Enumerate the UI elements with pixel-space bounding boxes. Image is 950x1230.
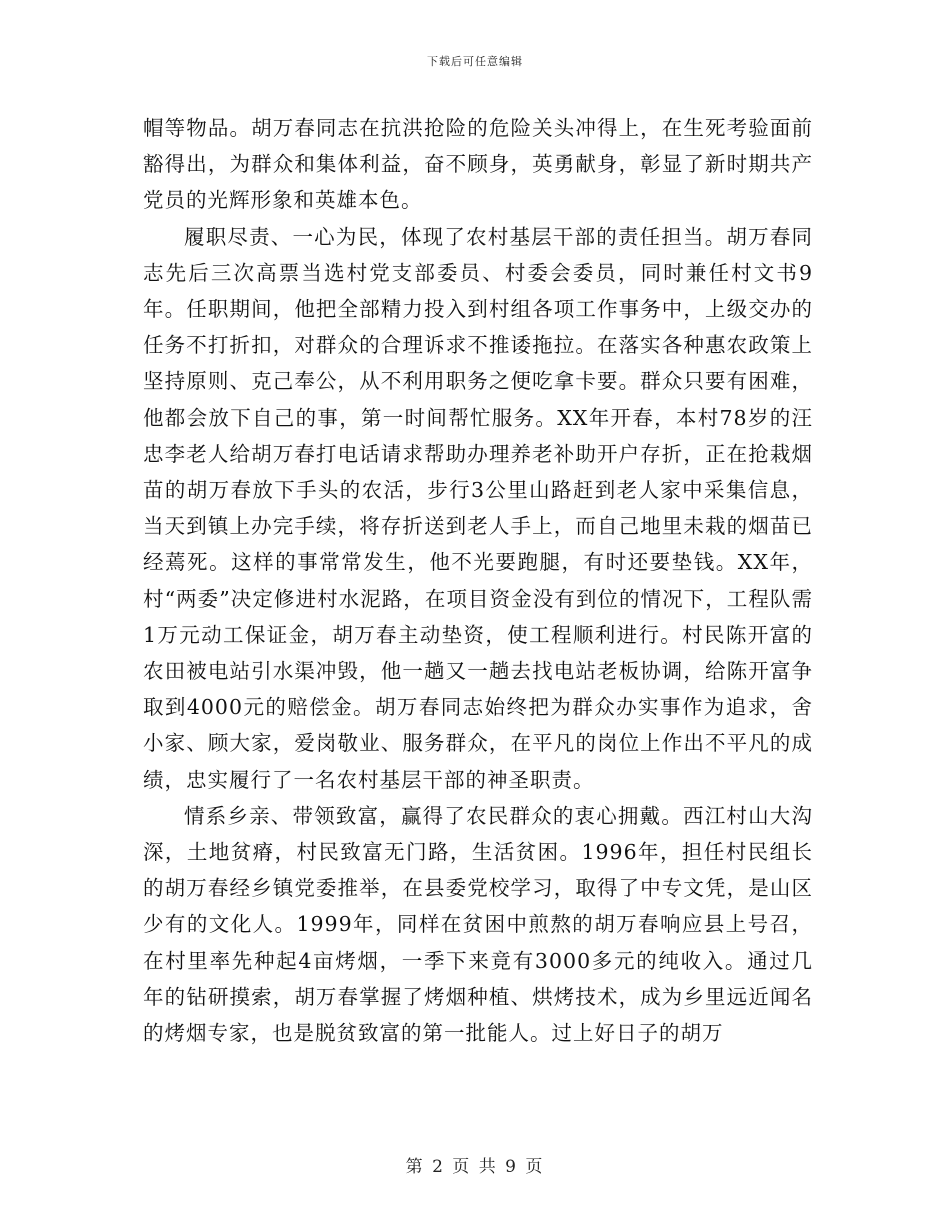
document-body [143, 110, 813, 1051]
page-number-footer: 第 2 页 共 9 页 [405, 1157, 545, 1177]
paragraph-prosperity: 情系乡亲、带领致富，赢得了农民群众的衷心拥戴。西江村山大沟深，土地贫瘠，村民致富无门路，生活贫困。1996年，担任村民组长的胡万春经乡镇党委推举，在县委党校学习，取得了中专文凭，是山区少有的文化人。1999年，同样在贫困中煎熬的胡万春响应县上号召，在村里率先种起4亩烤烟，一季下来竟有3000多元的纯收入。通过几年的钻研摸索，胡万春掌握了烤烟种植、烘烤技术，成为乡里远近闻名的烤烟专家，也是脱贫致富的第一批能人。过上好日子的胡万 [143, 803, 813, 1046]
paragraph-continuation: 帽等物品。胡万春同志在抗洪抢险的危险关头冲得上，在生死考验面前豁得出，为群众和集体利益，奋不顾身，英勇献身，彰显了新时期共产党员的光辉形象和英雄本色。 [143, 116, 813, 213]
paragraph-duty: 履职尽责、一心为民，体现了农村基层干部的责任担当。胡万春同志先后三次高票当选村党支部委员、村委会委员，同时兼任村文书9年。任职期间，他把全部精力投入到村组各项工作事务中，上级交办的任务不打折扣，对群众的合理诉求不推诿拖拉。在落实各种惠农政策上坚持原则、克己奉公，从不利用职务之便吃拿卡要。群众只要有困难，他都会放下自己的事，第一时间帮忙服务。XX年开春，本村78岁的汪忠李老人给胡万春打电话请求帮助办理养老补助开户存折，正在抢栽烟苗的胡万春放下手头的农活，步行3公里山路赶到老人家中采集信息，当天到镇上办完手续，将存折送到老人手上，而自己地里未栽的烟苗已经蔫死。这样的事常常发生，他不光要跑腿，有时还要垫钱。XX年，村“两委”决定修进村水泥路，在项目资金没有到位的情况下，工程队需1万元动工保证金，胡万春主动垫资，使工程顺利进行。村民陈开富的农田被电站引水渠冲毁，他一趟又一趟去找电站老板协调，给陈开富争取到4000元的赔偿金。胡万春同志始终把为群众办实事作为追求，舍小家、顾大家，爱岗敬业、服务群众，在平凡的岗位上作出不平凡的成绩，忠实履行了一名农村基层干部的神圣职责。 [143, 224, 813, 792]
page-header: 下载后可任意编辑 [427, 55, 523, 68]
